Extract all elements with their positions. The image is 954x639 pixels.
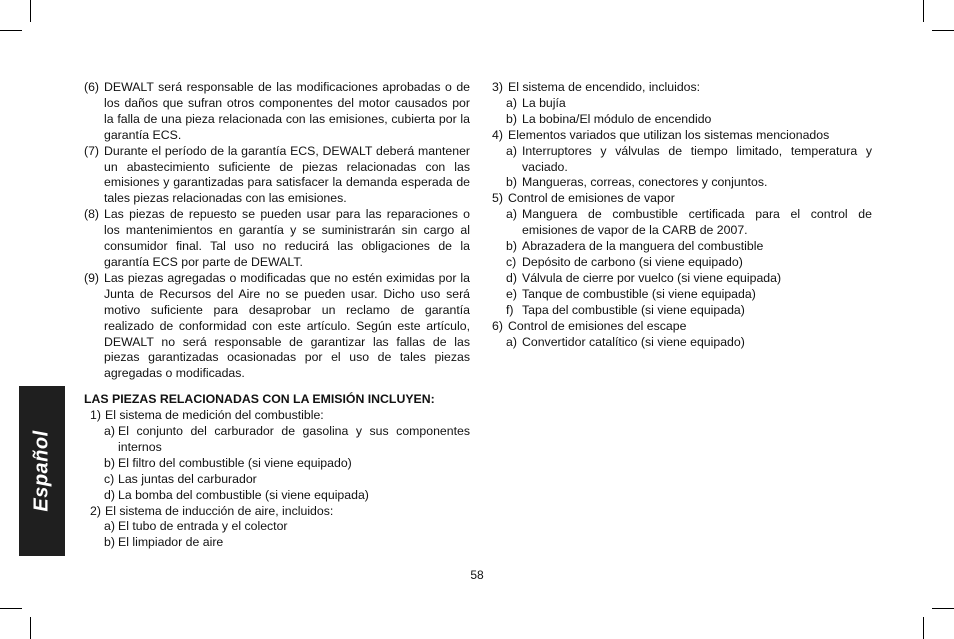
parts-heading: LAS PIEZAS RELACIONADAS CON LA EMISIÓN INCLUYEN:: [84, 392, 435, 407]
crop-mark: [932, 30, 954, 31]
crop-mark: [923, 617, 924, 639]
crop-mark: [0, 30, 22, 31]
parts-sub-item: f) Tapa del combustible (si viene equipada): [506, 302, 745, 317]
parts-sub-item: b) El limpiador de aire: [104, 535, 224, 550]
parts-sub-item: c) Depósito de carbono (si viene equipado): [506, 254, 743, 269]
parts-sub-item: c) Las juntas del carburador: [104, 471, 257, 486]
left-column: [84, 80, 470, 551]
right-column: [492, 80, 872, 350]
parts-sub-item: a) El conjunto del carburador de gasolina y sus componentes internos: [104, 424, 470, 454]
warranty-item: (7) Durante el período de la garantía ECS, DEWALT deberá mantener un abastecimiento suficiente de piezas relacionadas con las emisiones y garantizadas para satisfacer la demanda esperada de tales piezas relacionadas con las emisiones.: [84, 143, 470, 206]
warranty-item-text: Las piezas agregadas o modificadas que no estén eximidas por la Junta de Recursos del Aire no se pueden usar. Dicho uso será motivo suficiente para desaprobar un reclamo de garantía realizado de conformidad con este artículo. Según este artículo, DEWALT no será responsable de garantizar las fallas de las piezas garantizadas ocasionadas por el uso de tales piezas agregadas o modificadas.: [104, 270, 470, 381]
parts-sub-item: a) El tubo de entrada y el colector: [104, 519, 288, 534]
parts-sub-item: a) Manguera de combustible certificada para el control de emisiones de vapor de la CARB de 2007.: [506, 207, 872, 238]
parts-list-item: 5) Control de emisiones de vapor: [492, 191, 675, 206]
crop-mark: [932, 608, 954, 609]
parts-list-item: 3) El sistema de encendido, incluidos:: [492, 80, 701, 94]
warranty-item-text: DEWALT será responsable de las modificaciones aprobadas o de los daños que sufran otros componentes del motor causados por la falla de una pieza relacionada con las emisiones, cubierta por la garantía ECS.: [104, 80, 470, 142]
language-tab-label: Español: [30, 430, 53, 512]
parts-sub-item: b) Mangueras, correas, conectores y conjuntos.: [506, 175, 768, 190]
parts-list-item: 4) Elementos variados que utilizan los sistemas mencionados: [492, 127, 830, 142]
crop-mark: [30, 617, 31, 639]
warranty-item: (6) DEWALT será responsable de las modificaciones aprobadas o de los daños que sufran otros componentes del motor causados por la falla de una pieza relacionada con las emisiones, cubierta por la garantía ECS.: [84, 80, 470, 142]
page-number: 58: [470, 568, 484, 582]
parts-list-item: 1) El sistema de medición del combustible:: [90, 408, 324, 423]
warranty-item-text: Las piezas de repuesto se pueden usar para las reparaciones o los mantenimientos en garantía y se suministrarán sin cargo al consumidor final. Tal uso no reducirá las obligaciones de la garantía ECS por parte de DEWALT.: [104, 207, 470, 269]
crop-mark: [30, 0, 31, 22]
parts-sub-item: a) Interruptores y válvulas de tiempo limitado, temperatura y vaciado.: [506, 143, 872, 174]
parts-sub-item: b) El filtro del combustible (si viene equipado): [104, 455, 352, 470]
parts-list-item: 6) Control de emisiones del escape: [492, 318, 687, 333]
warranty-item-text: Durante el período de la garantía ECS, DEWALT deberá mantener un abastecimiento suficiente de piezas relacionadas con las emisiones y garantizadas para satisfacer la demanda esperada de tales piezas relacionadas con las emisiones.: [104, 143, 470, 206]
parts-list-item: 2) El sistema de inducción de aire, incluidos:: [90, 503, 334, 518]
parts-sub-item: e) Tanque de combustible (si viene equipada): [506, 286, 756, 301]
parts-sub-item: d) La bomba del combustible (si viene equipada): [104, 487, 369, 502]
parts-sub-item: a) Convertidor catalítico (si viene equipado): [506, 334, 745, 349]
parts-sub-item: d) Válvula de cierre por vuelco (si viene equipada): [506, 270, 782, 285]
crop-mark: [0, 608, 22, 609]
warranty-item: (8) Las piezas de repuesto se pueden usar para las reparaciones o los mantenimientos en garantía y se suministrarán sin cargo al consumidor final. Tal uso no reducirá las obligaciones de la garantía ECS por parte de DEWALT.: [84, 207, 470, 269]
warranty-item: (9) Las piezas agregadas o modificadas que no estén eximidas por la Junta de Recursos del Aire no se pueden usar. Dicho uso será motivo suficiente para desaprobar un reclamo de garantía realizado de conformidad con este artículo. Según este artículo, DEWALT no será responsable de garantizar las fallas de las piezas garantizadas ocasionadas por el uso de tales piezas agregadas o modificadas.: [84, 270, 470, 381]
language-tab: [19, 386, 65, 556]
parts-sub-item: b) Abrazadera de la manguera del combustible: [506, 239, 764, 254]
parts-sub-item: a) La bujía: [506, 95, 566, 110]
crop-mark: [923, 0, 924, 22]
parts-sub-item: b) La bobina/El módulo de encendido: [506, 111, 712, 126]
